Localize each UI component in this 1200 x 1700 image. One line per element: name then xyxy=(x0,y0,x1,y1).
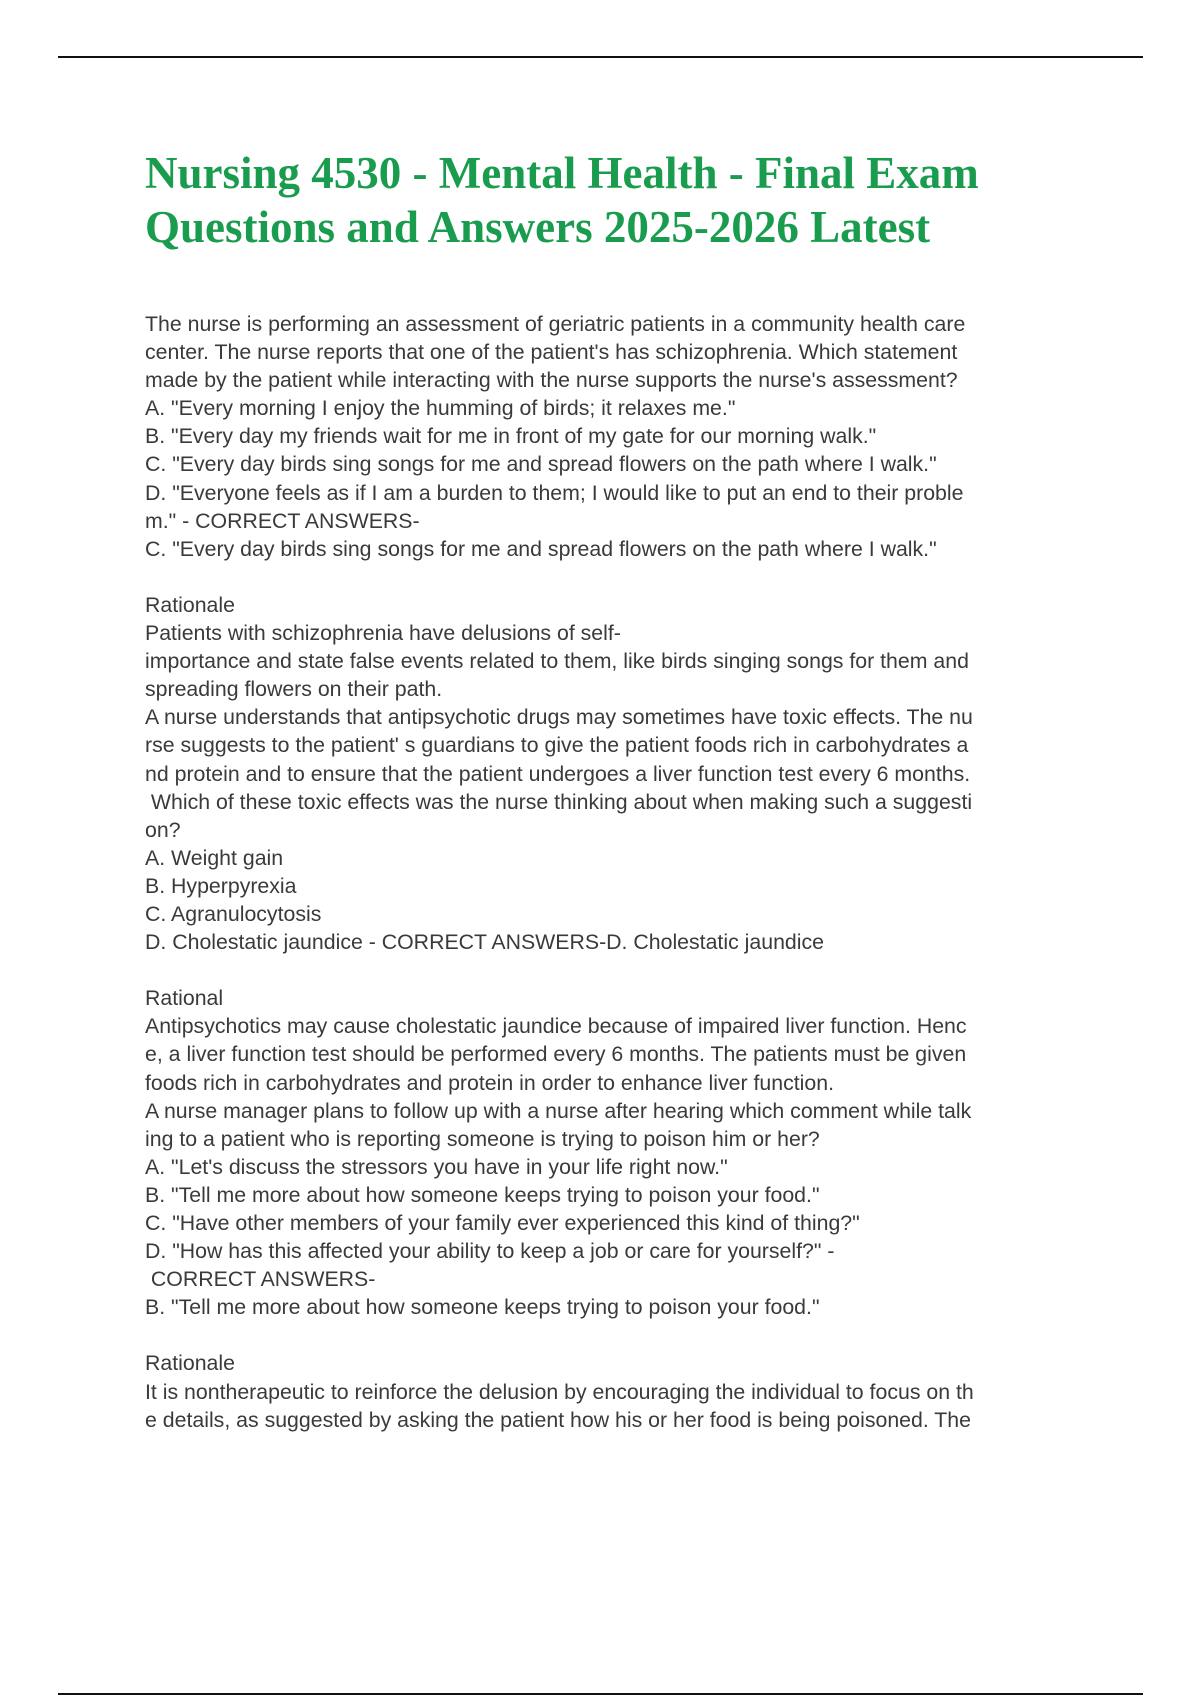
document-title xyxy=(145,146,1135,254)
body-text-line: A. "Every morning I enjoy the humming of birds; it relaxes me." xyxy=(145,396,736,421)
body-text-line: A nurse manager plans to follow up with a nurse after hearing which comment while talk xyxy=(145,1098,972,1123)
body-text-line: importance and state false events related to them, like birds singing songs for them and xyxy=(145,649,969,674)
body-text-line: center. The nurse reports that one of the patient's has schizophrenia. Which statement xyxy=(145,340,958,365)
body-text-line: e details, as suggested by asking the patient how his or her food is being poisoned. The xyxy=(145,1407,971,1432)
document-title-line: Nursing 4530 - Mental Health - Final Exam xyxy=(145,148,979,198)
body-text-line: spreading flowers on their path. xyxy=(145,677,443,702)
paragraph-spacer xyxy=(145,563,1145,591)
body-text-line: A. "Let's discuss the stressors you have in your life right now." xyxy=(145,1154,728,1179)
body-text-line: C. "Every day birds sing songs for me and spread flowers on the path where I walk." xyxy=(145,536,937,561)
body-text-line: Rationale xyxy=(145,1351,235,1376)
body-text-line: The nurse is performing an assessment of geriatric patients in a community health care xyxy=(145,312,966,336)
body-text-line: C. "Have other members of your family ever experienced this kind of thing?" xyxy=(145,1211,860,1235)
body-text-line: Which of these toxic effects was the nurse thinking about when making such a suggesti xyxy=(145,789,973,814)
body-text-line: B. "Tell me more about how someone keeps trying to poison your food." xyxy=(145,1182,820,1207)
document-body xyxy=(145,310,1145,1434)
body-text-line: B. Hyperpyrexia xyxy=(145,873,297,898)
body-text-line: B. "Tell me more about how someone keeps trying to poison your food." xyxy=(145,1295,820,1320)
body-text-line: C. Agranulocytosis xyxy=(145,901,322,926)
body-text-line: D. "How has this affected your ability to keep a job or care for yourself?" - xyxy=(145,1239,835,1264)
body-text-line: Rationale xyxy=(145,592,235,617)
body-text-line: A. Weight gain xyxy=(145,845,284,870)
body-text-line: Rational xyxy=(145,986,224,1011)
header-rule xyxy=(58,56,1143,58)
paragraph-spacer xyxy=(145,956,1145,984)
body-text-line: A nurse understands that antipsychotic drugs may sometimes have toxic effects. The nu xyxy=(145,705,973,730)
paragraph-spacer xyxy=(145,1321,1145,1349)
body-text-line: m." - CORRECT ANSWERS- xyxy=(145,508,420,533)
body-text-line: D. Cholestatic jaundice - CORRECT ANSWERS-D. Cholestatic jaundice xyxy=(145,930,824,955)
body-text-line: foods rich in carbohydrates and protein in order to enhance liver function. xyxy=(145,1070,835,1095)
body-text-line: nd protein and to ensure that the patient undergoes a liver function test every 6 months. xyxy=(145,761,971,786)
body-text-line: C. "Every day birds sing songs for me and spread flowers on the path where I walk." xyxy=(145,452,937,477)
body-text-line: Antipsychotics may cause cholestatic jaundice because of impaired liver function. Henc xyxy=(145,1014,967,1039)
body-text-line: It is nontherapeutic to reinforce the delusion by encouraging the individual to focus on th xyxy=(145,1379,974,1404)
body-text-line: rse suggests to the patient' s guardians to give the patient foods rich in carbohydrates a xyxy=(145,733,969,758)
body-text-line: on? xyxy=(145,817,181,842)
body-text-line: CORRECT ANSWERS- xyxy=(145,1267,376,1292)
body-text-line: Patients with schizophrenia have delusions of self- xyxy=(145,621,621,646)
body-text-line: e, a liver function test should be performed every 6 months. The patients must be given xyxy=(145,1042,967,1067)
body-text-line: ing to a patient who is reporting someone is trying to poison him or her? xyxy=(145,1126,820,1151)
body-text-line: D. "Everyone feels as if I am a burden to them; I would like to put an end to their proble xyxy=(145,480,964,505)
document-title-line: Questions and Answers 2025-2026 Latest xyxy=(145,202,931,252)
body-text-line: B. "Every day my friends wait for me in front of my gate for our morning walk." xyxy=(145,424,877,449)
footer-rule xyxy=(58,1693,1143,1695)
body-text-line: made by the patient while interacting with the nurse supports the nurse's assessment? xyxy=(145,368,958,393)
